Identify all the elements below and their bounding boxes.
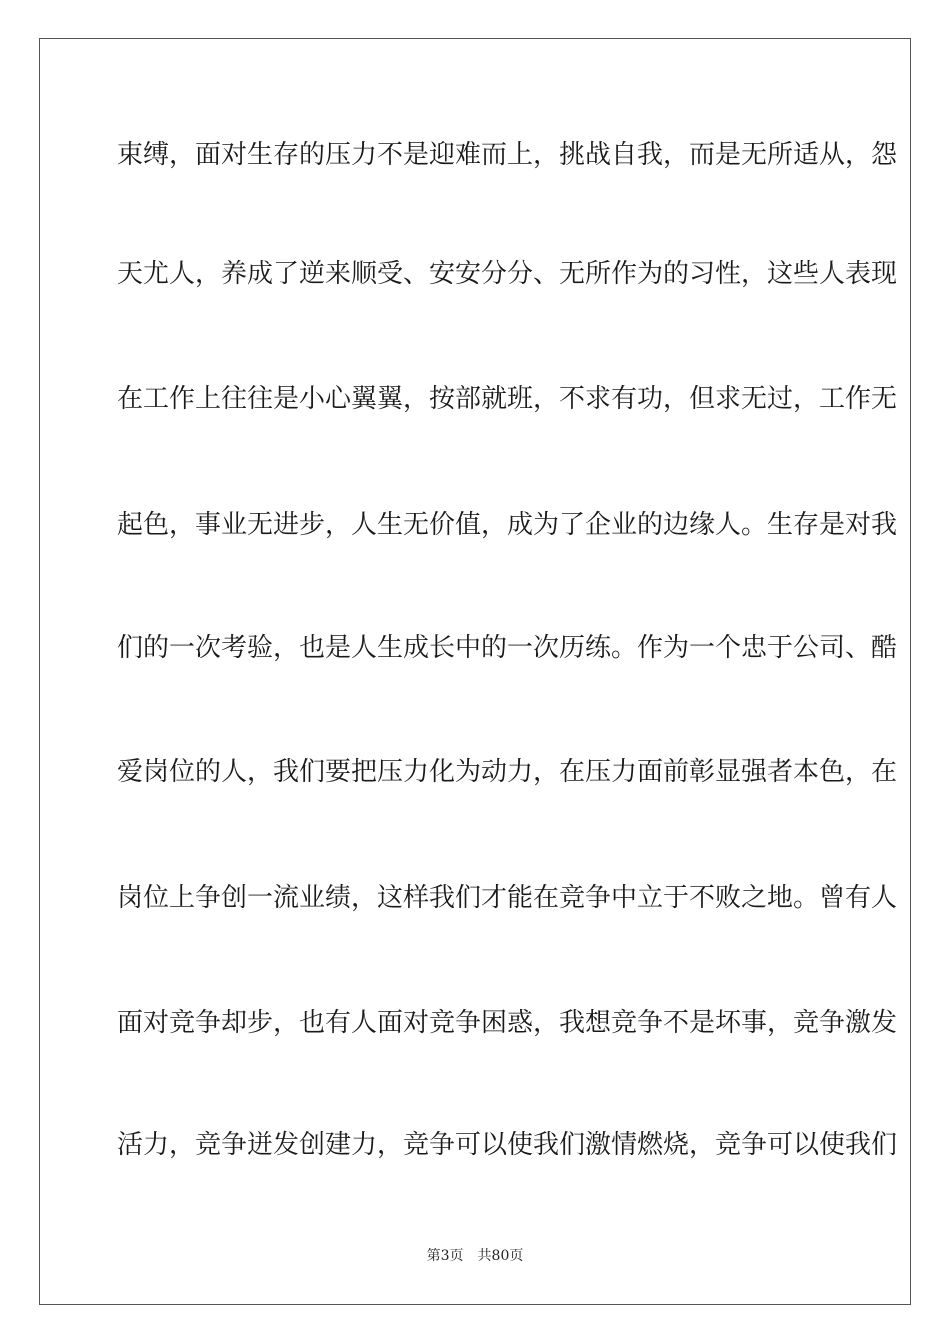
body-text-line: 面对竞争却步，也有人面对竞争困惑，我想竞争不是坏事，竞争激发 [117, 1008, 898, 1038]
body-text-line: 束缚，面对生存的压力不是迎难而上，挑战自我，而是无所适从，怨 [117, 140, 898, 170]
body-text-line: 爱岗位的人，我们要把压力化为动力，在压力面前彰显强者本色，在 [117, 757, 898, 787]
page-border [39, 38, 911, 1305]
page-number: 第3页 [426, 1248, 464, 1264]
page-footer [0, 1247, 950, 1265]
body-text-line: 活力，竞争迸发创建力，竞争可以使我们激情燃烧，竞争可以使我们 [117, 1130, 898, 1160]
body-text-line: 天尤人，养成了逆来顺受、安安分分、无所作为的习性，这些人表现 [117, 259, 898, 289]
body-text-line: 岗位上争创一流业绩，这样我们才能在竞争中立于不败之地。曾有人 [117, 883, 898, 913]
body-text-line: 起色，事业无进步，人生无价值，成为了企业的边缘人。生存是对我 [117, 510, 898, 540]
body-text-line: 在工作上往往是小心翼翼，按部就班，不求有功，但求无过，工作无 [117, 384, 898, 414]
body-text-line: 们的一次考验，也是人生成长中的一次历练。作为一个忠于公司、酷 [117, 633, 898, 663]
page-total: 共80页 [477, 1248, 524, 1264]
